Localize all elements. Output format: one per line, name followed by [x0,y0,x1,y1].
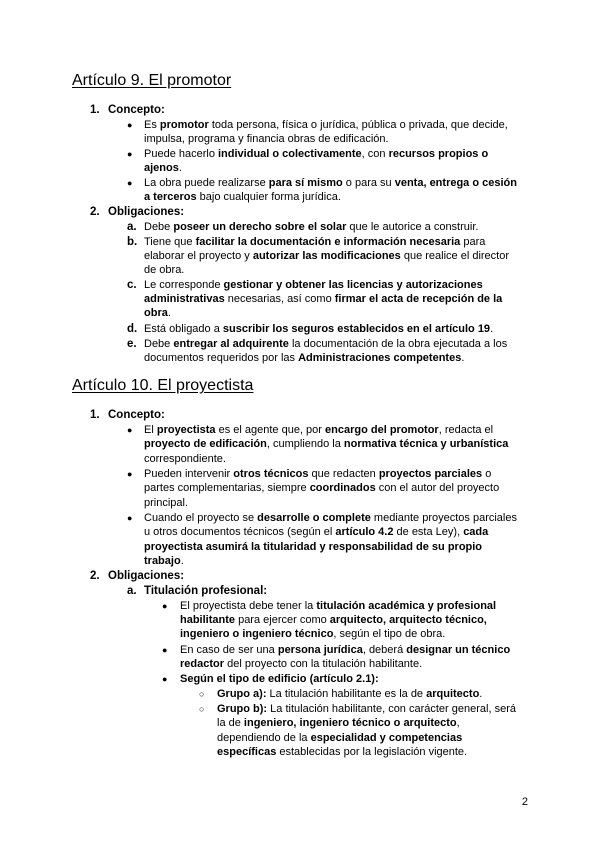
page-number: 2 [521,796,528,808]
bullet: ● [127,513,133,523]
list-letter: c. [127,279,137,291]
text-line: de obra. [144,264,185,276]
text-line: elaborar el proyecto y autorizar las modificaciones que realice el director [144,250,510,262]
bullet: ● [127,178,133,188]
text-line: ajenos. [144,162,182,174]
text-line: proyectista asumirá la titularidad y responsabilidad de su propio [144,541,483,553]
article-9-title: Artículo 9. El promotor [72,72,232,89]
bullet: ● [127,149,133,159]
text-line: específicas establecidas por la legislación vigente. [217,746,468,758]
section-heading: Concepto: [108,104,165,116]
text-line: administrativas necesarias, así como firmar el acta de recepción de la [144,293,503,305]
text-line: proyecto de edificación, cumpliendo la normativa técnica y urbanística [144,438,509,450]
text-line: Debe entregar al adquirente la documentación de la obra ejecutada a los [144,338,508,350]
list-letter: d. [127,323,138,335]
text-line: principal. [144,497,189,509]
text-line: ingeniero o ingeniero técnico, según el tipo de obra. [180,628,446,640]
text-line: redactor del proyecto con la titulación habilitante. [180,658,423,670]
list-letter: a. [127,221,137,233]
text-line: Debe poseer un derecho sobre el solar que le autorice a construir. [144,221,479,233]
text-line: partes complementarias, siempre coordinados con el autor del proyecto [144,482,500,494]
text-line: correspondiente. [144,453,226,465]
list-number: 2. [90,570,100,582]
bullet: ● [127,120,133,130]
text-line: la de ingeniero, ingeniero técnico o arquitecto, [217,717,460,729]
text-line: Grupo b): La titulación habilitante, con carácter general, será [217,703,516,715]
bullet: ● [162,645,168,655]
section-heading: Obligaciones: [108,206,185,218]
text-line: El proyectista es el agente que, por encargo del promotor, redacta el [144,424,494,436]
text-line: trabajo. [144,555,184,567]
text-line: Grupo a): La titulación habilitante es la de arquitecto. [217,688,483,700]
text-line: El proyectista debe tener la titulación académica y profesional [180,600,497,612]
text-line: impulsa, programa y financia obras de edificación. [144,133,389,145]
section-heading: Obligaciones: [108,570,185,582]
list-number: 2. [90,206,100,218]
text-line: habilitante para ejercer como arquitecto, arquitecto técnico, [180,614,487,626]
text-line: obra. [144,307,171,319]
text-line: u otros documentos técnicos (según el artículo 4.2 de esta Ley), cada [144,526,489,538]
text-line: documentos requeridos por las Administraciones competentes. [144,352,465,364]
circle-bullet: ○ [199,704,205,714]
bullet: ● [127,425,133,435]
list-number: 1. [90,409,100,421]
text-line: En caso de ser una persona jurídica, deberá designar un técnico [180,644,511,656]
list-number: 1. [90,104,100,116]
list-letter: b. [127,236,138,248]
section-heading: Concepto: [108,409,165,421]
list-letter: a. [127,585,137,597]
text-line: dependiendo de la especialidad y competencias [217,732,463,744]
text-line: Pueden intervenir otros técnicos que redacten proyectos parciales o [144,468,492,480]
text-line: Cuando el proyecto se desarrolle o complete mediante proyectos parciales [144,512,517,524]
bullet: ● [127,469,133,479]
circle-bullet: ○ [199,689,205,699]
text-line: La obra puede realizarse para sí mismo o para su venta, entrega o cesión [144,177,517,189]
article-10-title: Artículo 10. El proyectista [72,377,254,394]
bullet: ● [162,674,168,684]
text-line: Es promotor toda persona, física o jurídica, pública o privada, que decide, [144,119,508,131]
text-line: Le corresponde gestionar y obtener las licencias y autorizaciones [144,279,483,291]
text-line: Tiene que facilitar la documentación e información necesaria para [144,236,486,248]
text-line: Puede hacerlo individual o colectivamente, con recursos propios o [144,148,489,160]
bullet: ● [162,601,168,611]
text-line: Está obligado a suscribir los seguros establecidos en el artículo 19. [144,323,494,335]
text-line: Según el tipo de edificio (artículo 2.1): [180,673,379,685]
text-line: a terceros bajo cualquier forma jurídica. [144,191,341,203]
subsection-heading: Titulación profesional: [144,585,268,597]
list-letter: e. [127,338,137,350]
